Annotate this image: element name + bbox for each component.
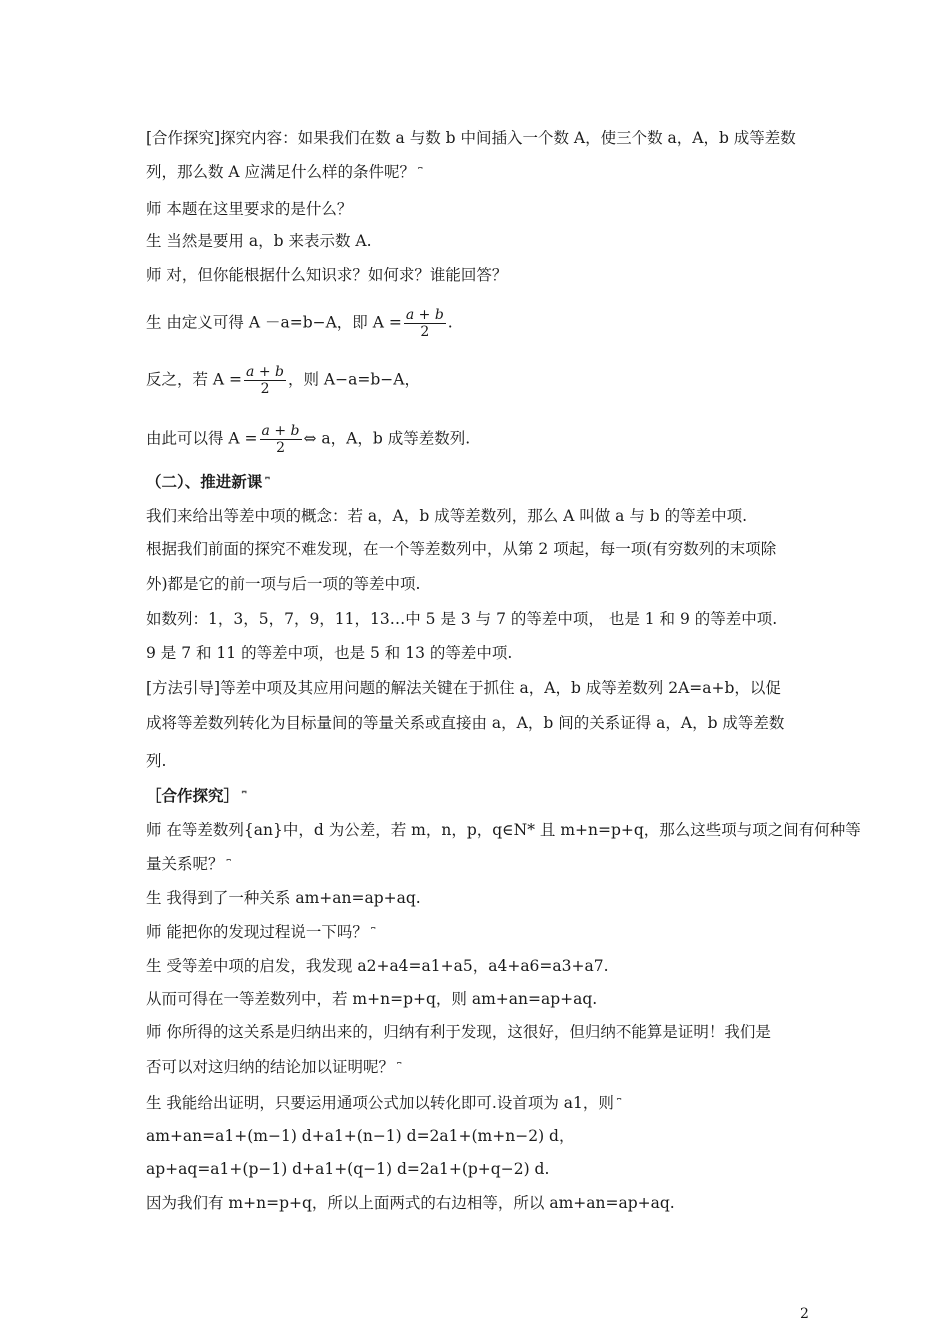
paragraph-mark-icon: ⎴: [226, 859, 231, 872]
cooperative-heading: ［合作探究］ ⎴: [146, 786, 247, 805]
fraction: $\frac{a + b}{2}$: [261, 423, 300, 456]
text-line-30: 因为我们有 m+n=p+q，所以上面两式的右边相等，所以 am+an=ap+aq.: [146, 1194, 675, 1212]
text-line-8: 由此可以得 A = $\frac{a + b}{2}$ ⇔ a，A，b 成等差数列.: [146, 423, 471, 456]
text-line-21: 生 我得到了一种关系 am+an=ap+aq.: [146, 889, 421, 907]
text-line-26: 否可以对这归纳的结论加以证明呢？ ⎴: [146, 1058, 402, 1076]
text-line-2: 列，那么数 A 应满足什么样的条件呢？ ⎴: [146, 163, 423, 181]
text-line-3: 师 本题在这里要求的是什么？: [146, 200, 353, 218]
text-line-16: 成将等差数列转化为目标量间的等量关系或直接由 a，A，b 间的关系证得 a，A，b 成等差数: [146, 714, 785, 732]
paragraph-mark-icon: ⎴: [370, 927, 376, 940]
text-line-5: 师 对，但你能根据什么知识求？如何求？谁能回答？: [146, 266, 508, 284]
text-line-25: 师 你所得的这关系是归纳出来的，归纳有利于发现，这很好，但归纳不能算是证明！我们是: [146, 1023, 771, 1041]
paragraph-mark-icon: ⎴: [616, 1098, 622, 1111]
fraction: $\frac{a + b}{2}$: [246, 364, 284, 397]
text-line-27: 生 我能给出证明，只要运用通项公式加以转化即可.设首项为 a1，则 ⎴: [146, 1094, 622, 1112]
text-line-4: 生 当然是要用 a，b 来表示数 A.: [146, 232, 372, 250]
page-number: 2: [800, 1306, 809, 1322]
text-line-15: [方法引导]等差中项及其应用问题的解法关键在于抓住 a，A，b 成等差数列 2A=a+b，以促: [146, 679, 781, 697]
text-line-23: 生 受等差中项的启发，我发现 a2+a4=a1+a5，a4+a6=a3+a7.: [146, 957, 609, 975]
paragraph-mark-icon: ⎴: [242, 791, 247, 804]
text-line-19: 师 在等差数列{an}中，d 为公差，若 m，n，p，q∈N* 且 m+n=p+q，那么这些项与项之间有何种等: [146, 821, 861, 839]
paragraph-mark-icon: ⎴: [397, 1062, 402, 1075]
text-line-1: [合作探究]探究内容：如果我们在数 a 与数 b 中间插入一个数 A，使三个数 a，A，b 成等差数: [146, 129, 796, 147]
text-line-11: 根据我们前面的探究不难发现，在一个等差数列中，从第 2 项起，每一项(有穷数列的末项除: [146, 540, 777, 558]
text-line-13: 如数列：1，3，5，7，9，11，13…中 5 是 3 与 7 的等差中项， 也是 1 和 9 的等差中项.: [146, 610, 778, 628]
text-line-10: 我们来给出等差中项的概念：若 a，A，b 成等差数列，那么 A 叫做 a 与 b 的等差中项.: [146, 507, 748, 525]
section-heading: （二）、推进新课 ⎴: [146, 472, 270, 491]
text-line-29: ap+aq=a1+(p−1) d+a1+(q−1) d=2a1+(p+q−2) d.: [146, 1160, 550, 1178]
text-line-12: 外)都是它的前一项与后一项的等差中项.: [146, 575, 421, 593]
text-line-17: 列.: [146, 752, 167, 770]
text-line-24: 从而可得在一等差数列中，若 m+n=p+q，则 am+an=ap+aq.: [146, 990, 598, 1008]
text-line-22: 师 能把你的发现过程说一下吗？ ⎴: [146, 923, 376, 941]
text-line-20: 量关系呢？ ⎴: [146, 855, 231, 873]
text-line-28: am+an=a1+(m−1) d+a1+(n−1) d=2a1+(m+n−2) d，: [146, 1127, 575, 1145]
fraction: $\frac{a + b}{2}$: [405, 307, 444, 340]
paragraph-mark-icon: ⎴: [418, 167, 423, 180]
text-line-7: 反之，若 A = $\frac{a + b}{2}$ ，则 A−a=b−A，: [146, 364, 420, 397]
text-line-14: 9 是 7 和 11 的等差中项，也是 5 和 13 的等差中项.: [146, 644, 513, 662]
text-line-6: 生 由定义可得 A －a=b−A，即 A = $\frac{a + b}{2}$ .: [146, 307, 453, 340]
paragraph-mark-icon: ⎴: [265, 477, 270, 490]
